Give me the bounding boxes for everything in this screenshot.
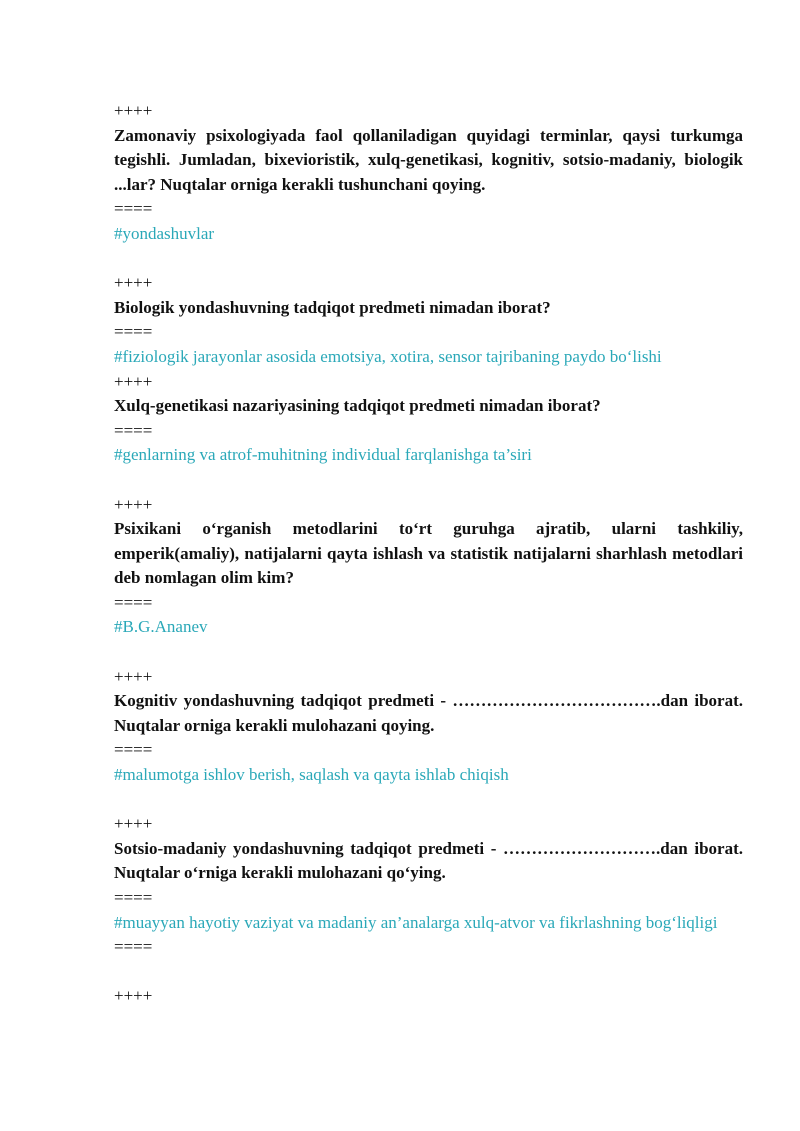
question-text: Kognitiv yondashuvning tadqiqot predmeti - ……………………………….dan iborat. Nuqtalar orniga kerakli mulohazani qoying. <box>114 691 743 735</box>
answer-separator: ==== <box>114 199 153 219</box>
question-text: Xulq-genetikasi nazariyasining tadqiqot predmeti nimadan iborat? <box>114 396 601 416</box>
answer-separator: ==== <box>114 937 153 957</box>
answer-separator: ==== <box>114 740 153 760</box>
spacer <box>114 468 743 493</box>
question-marker: ++++ <box>114 101 153 120</box>
question-text: Biologik yondashuvning tadqiqot predmeti nimadan iborat? <box>114 297 551 317</box>
answer-text: #B.G.Ananev <box>114 617 208 637</box>
answer-text: #fiziologik jarayonlar asosida emotsiya, xotira, sensor tajribaning paydo bo‘lishi <box>114 346 662 366</box>
question-marker: ++++ <box>114 986 153 1006</box>
answer-text: #muayyan hayotiy vaziyat va madaniy an’analarga xulq-atvor va fikrlashning bog‘liqligi <box>114 912 718 932</box>
question-text: Psixikani o‘rganish metodlarini to‘rt guruhga ajratib, ularni tashkiliy, emperik(amaliy), natijalarni qayta ishlash va statistik natijalarni sharhlash metodlari deb nomlagan olim kim? <box>114 519 743 588</box>
answer-text: #genlarning va atrof-muhitning individual farqlanishga ta’siri <box>114 445 532 465</box>
answer-text: #yondashuvlar <box>114 223 215 243</box>
spacer <box>114 247 743 272</box>
answer-separator: ==== <box>114 592 153 612</box>
question-marker: ++++ <box>114 666 153 686</box>
spacer <box>114 960 743 985</box>
question-marker: ++++ <box>114 273 153 293</box>
answer-separator: ==== <box>114 420 153 440</box>
question-text: Sotsio-madaniy yondashuvning tadqiqot predmeti - ……………………….dan iborat. Nuqtalar o‘rniga kerakli mulohazani qo‘ying. <box>114 838 743 883</box>
spacer <box>114 640 743 665</box>
question-marker: ++++ <box>114 814 153 834</box>
answer-separator: ==== <box>114 322 153 342</box>
answer-text: #malumotga ishlov berish, saqlash va qayta ishlab chiqish <box>114 765 509 785</box>
spacer <box>114 788 743 813</box>
question-text: Zamonaviy psixologiyada faol qollaniladigan quyidagi terminlar, qaysi turkumga tegishli. Jumladan, bixevioristik, xulq-genetikasi, kognitiv, sotsio-madaniy, biologik ...lar? Nuqtalar orniga kerakli tushunchani qoying. <box>114 125 743 194</box>
question-marker: ++++ <box>114 494 153 514</box>
answer-separator: ==== <box>114 888 153 907</box>
question-marker: ++++ <box>114 371 153 391</box>
